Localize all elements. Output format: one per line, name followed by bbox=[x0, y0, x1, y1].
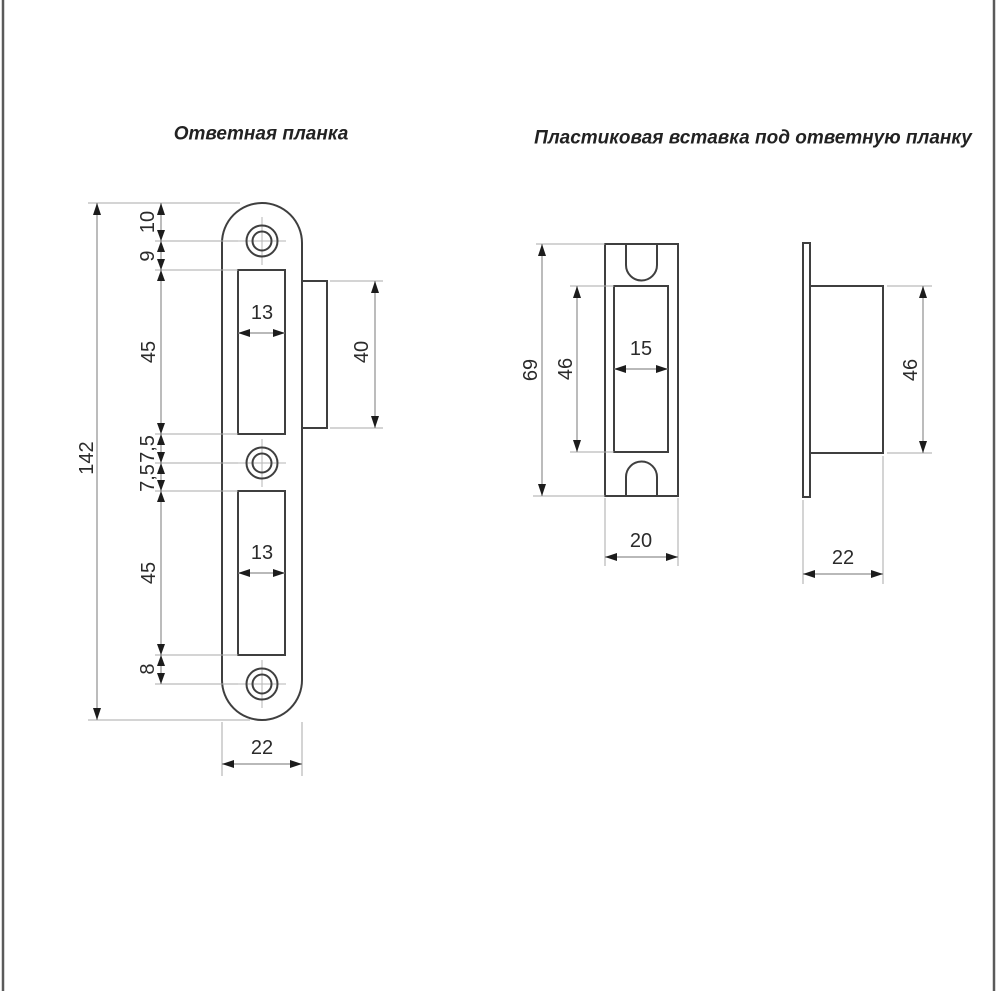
dim-label-142: 142 bbox=[76, 441, 98, 475]
strike-plate-view bbox=[222, 203, 327, 720]
dim-label-46-front: 46 bbox=[555, 357, 577, 381]
dim-lower-slot-width bbox=[238, 542, 285, 577]
dim-side-depth bbox=[803, 547, 883, 578]
dim-label-7-5-upper: 7,5 bbox=[137, 435, 159, 463]
dim-upper-slot-width bbox=[238, 302, 285, 337]
strike-plate-lip bbox=[302, 281, 327, 428]
title-insert: Пластиковая вставка под ответную планку bbox=[534, 127, 972, 149]
dim-chain-vertical bbox=[137, 203, 165, 684]
middle-screw-hole bbox=[238, 439, 286, 487]
insert-side-view bbox=[803, 243, 883, 497]
insert-top-notch bbox=[626, 244, 657, 280]
dim-label-22-plate: 22 bbox=[250, 737, 274, 759]
dim-insert-width bbox=[605, 530, 678, 561]
dim-label-69: 69 bbox=[520, 358, 542, 382]
strike-plate-dimensions bbox=[76, 203, 383, 776]
dim-lip-height bbox=[351, 281, 379, 428]
dim-label-7-5-lower: 7,5 bbox=[137, 464, 159, 492]
dim-plate-width bbox=[222, 737, 302, 768]
dim-insert-window-width bbox=[614, 338, 668, 373]
dim-label-13-lower: 13 bbox=[250, 542, 274, 564]
dim-label-8: 8 bbox=[137, 663, 159, 675]
top-screw-hole bbox=[238, 217, 286, 265]
insert-side-flange bbox=[803, 243, 810, 497]
insert-front-view bbox=[605, 244, 678, 496]
dim-label-22-side: 22 bbox=[831, 547, 855, 569]
dim-insert-window-height bbox=[555, 286, 581, 452]
dim-overall-height bbox=[76, 203, 101, 720]
dim-label-40: 40 bbox=[351, 340, 373, 364]
dim-label-20: 20 bbox=[629, 530, 653, 552]
dim-side-body-height bbox=[900, 286, 927, 453]
dim-label-45-upper: 45 bbox=[138, 340, 160, 364]
dim-insert-height bbox=[520, 244, 546, 496]
dim-label-13-upper: 13 bbox=[250, 302, 274, 324]
insert-front-dimensions bbox=[520, 244, 678, 566]
dim-label-10: 10 bbox=[137, 210, 159, 234]
upper-slot bbox=[238, 270, 285, 434]
insert-bottom-notch bbox=[626, 462, 657, 497]
dim-label-45-lower: 45 bbox=[138, 561, 160, 585]
dim-label-9: 9 bbox=[137, 250, 159, 262]
insert-side-body bbox=[810, 286, 883, 453]
dim-label-46-side: 46 bbox=[900, 358, 922, 382]
title-strike-plate: Ответная планка bbox=[173, 123, 349, 145]
insert-side-dimensions bbox=[803, 286, 932, 584]
bottom-screw-hole bbox=[238, 660, 286, 708]
dim-label-15: 15 bbox=[629, 338, 653, 360]
